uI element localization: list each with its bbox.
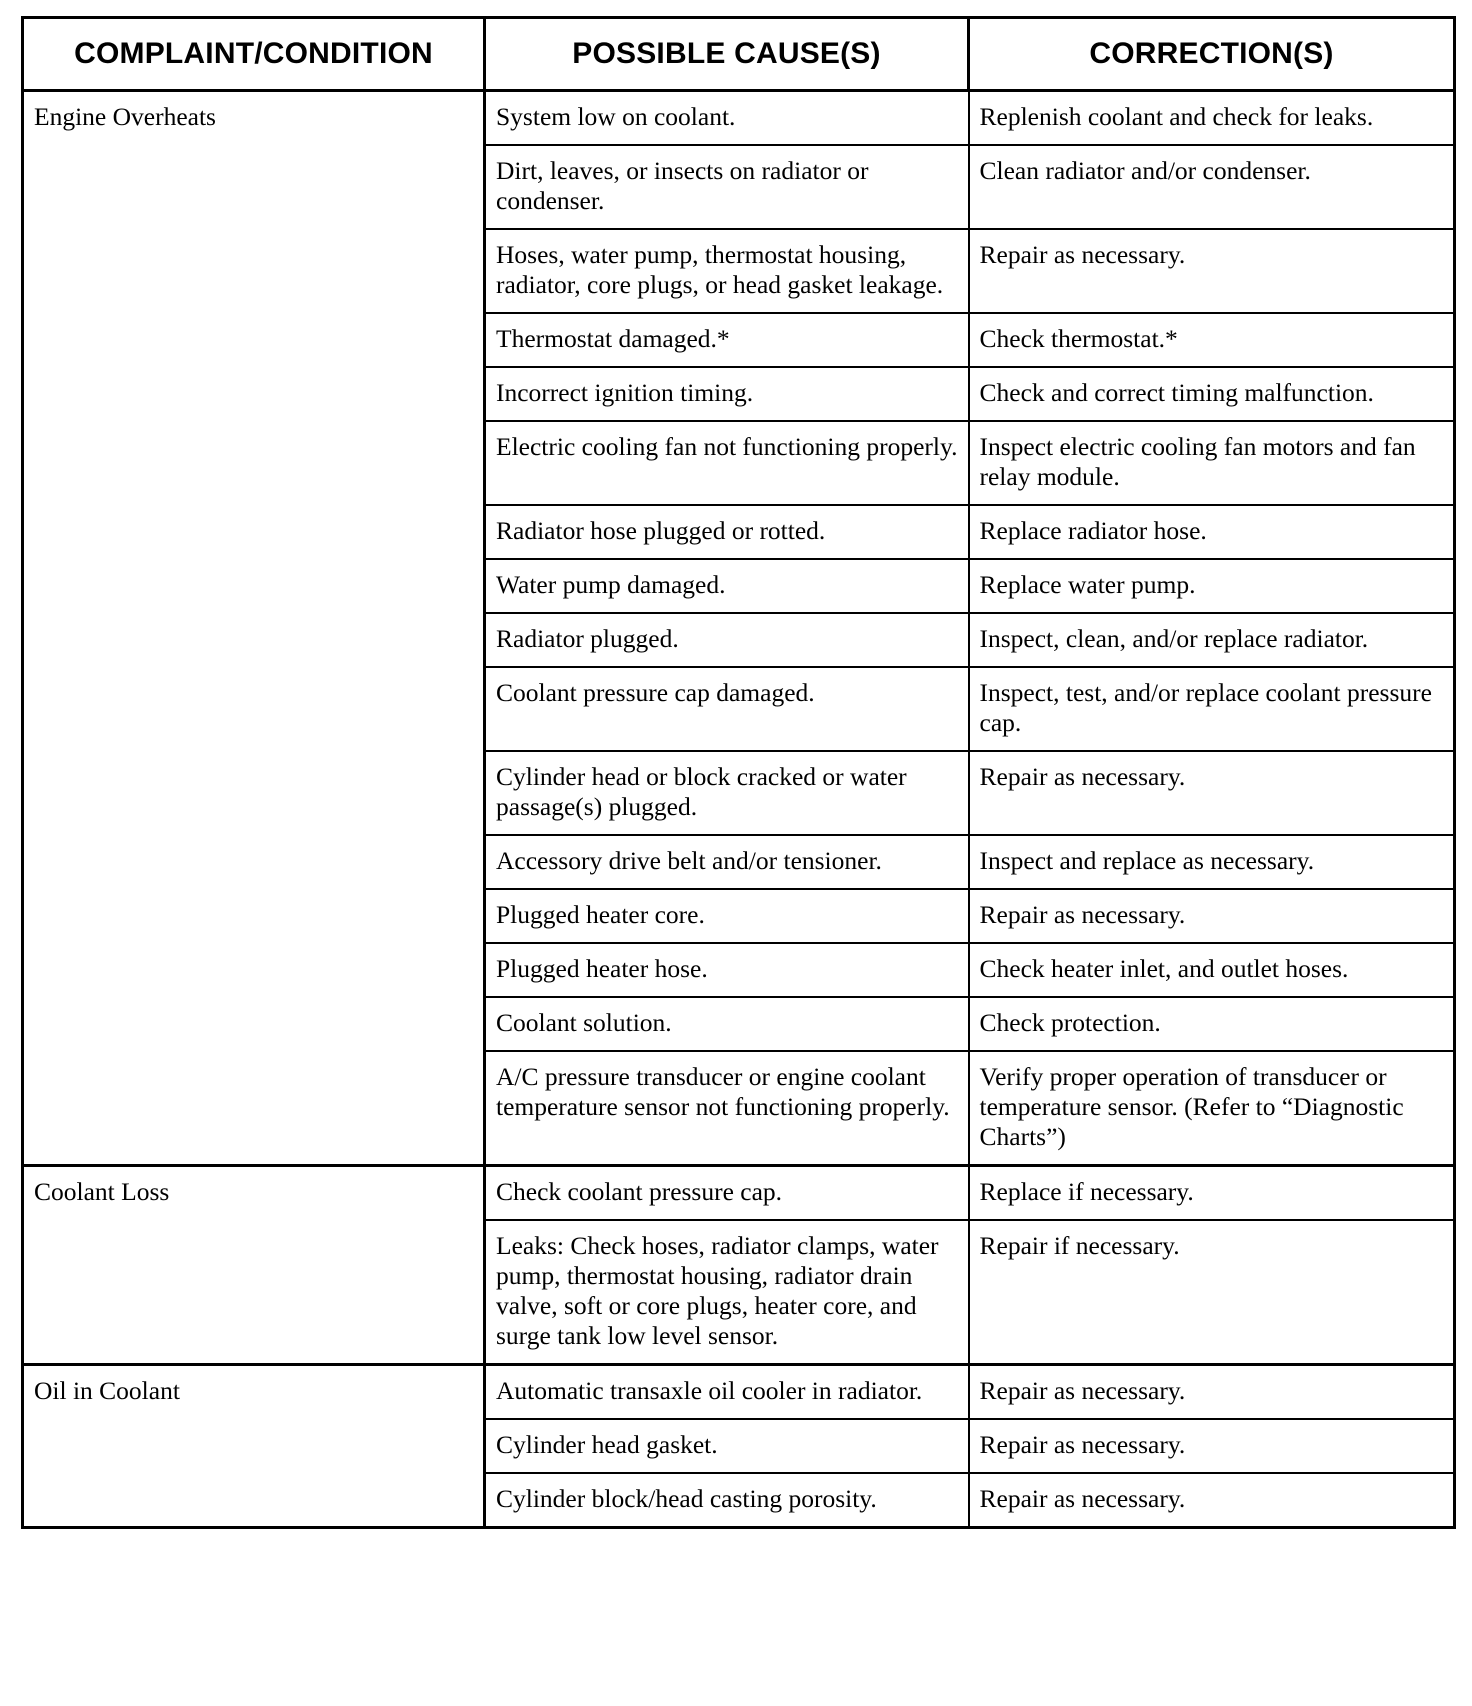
cause-cell: Leaks: Check hoses, radiator clamps, water pump, thermostat housing, radiator drain valve, soft or core plugs, heater core, and surge tank low level sensor. <box>485 1220 969 1365</box>
correction-cell: Inspect, clean, and/or replace radiator. <box>969 613 1455 667</box>
correction-cell: Replace if necessary. <box>969 1166 1455 1221</box>
correction-cell: Clean radiator and/or condenser. <box>969 145 1455 229</box>
table-body <box>23 91 1455 1528</box>
cause-cell: Accessory drive belt and/or tensioner. <box>485 835 969 889</box>
condition-cell: Coolant Loss <box>23 1166 485 1365</box>
correction-cell: Check thermostat.* <box>969 313 1455 367</box>
correction-cell: Inspect, test, and/or replace coolant pressure cap. <box>969 667 1455 751</box>
cause-cell: Incorrect ignition timing. <box>485 367 969 421</box>
correction-cell: Inspect electric cooling fan motors and fan relay module. <box>969 421 1455 505</box>
diagnosis-table <box>21 16 1456 1529</box>
cause-cell: Radiator hose plugged or rotted. <box>485 505 969 559</box>
cause-cell: Cylinder block/head casting porosity. <box>485 1473 969 1528</box>
cause-cell: Automatic transaxle oil cooler in radiator. <box>485 1365 969 1420</box>
condition-cell: Engine Overheats <box>23 91 485 1166</box>
cause-cell: Thermostat damaged.* <box>485 313 969 367</box>
correction-cell: Check heater inlet, and outlet hoses. <box>969 943 1455 997</box>
cause-cell: Hoses, water pump, thermostat housing, radiator, core plugs, or head gasket leakage. <box>485 229 969 313</box>
cause-cell: Cylinder head or block cracked or water passage(s) plugged. <box>485 751 969 835</box>
cause-cell: Coolant solution. <box>485 997 969 1051</box>
correction-cell: Repair as necessary. <box>969 1419 1455 1473</box>
correction-cell: Repair as necessary. <box>969 1365 1455 1420</box>
table-row <box>23 1166 1455 1221</box>
header-complaint-condition: COMPLAINT/CONDITION <box>23 18 485 91</box>
cause-cell: Check coolant pressure cap. <box>485 1166 969 1221</box>
cause-cell: Plugged heater core. <box>485 889 969 943</box>
correction-cell: Replenish coolant and check for leaks. <box>969 91 1455 146</box>
correction-cell: Verify proper operation of transducer or temperature sensor. (Refer to “Diagnostic Charts”) <box>969 1051 1455 1166</box>
table-header <box>23 18 1455 91</box>
correction-cell: Inspect and replace as necessary. <box>969 835 1455 889</box>
header-corrections: CORRECTION(S) <box>969 18 1455 91</box>
cause-cell: System low on coolant. <box>485 91 969 146</box>
cause-cell: Cylinder head gasket. <box>485 1419 969 1473</box>
cause-cell: Coolant pressure cap damaged. <box>485 667 969 751</box>
cause-cell: Plugged heater hose. <box>485 943 969 997</box>
correction-cell: Repair as necessary. <box>969 751 1455 835</box>
troubleshooting-chart <box>21 16 1453 1529</box>
header-possible-causes: POSSIBLE CAUSE(S) <box>485 18 969 91</box>
cause-cell: Radiator plugged. <box>485 613 969 667</box>
correction-cell: Repair if necessary. <box>969 1220 1455 1365</box>
cause-cell: Dirt, leaves, or insects on radiator or condenser. <box>485 145 969 229</box>
cause-cell: Electric cooling fan not functioning properly. <box>485 421 969 505</box>
correction-cell: Replace radiator hose. <box>969 505 1455 559</box>
cause-cell: Water pump damaged. <box>485 559 969 613</box>
header-row <box>23 18 1455 91</box>
correction-cell: Replace water pump. <box>969 559 1455 613</box>
correction-cell: Repair as necessary. <box>969 229 1455 313</box>
cause-cell: A/C pressure transducer or engine coolant temperature sensor not functioning properly. <box>485 1051 969 1166</box>
correction-cell: Check protection. <box>969 997 1455 1051</box>
condition-cell: Oil in Coolant <box>23 1365 485 1528</box>
table-row <box>23 91 1455 146</box>
correction-cell: Check and correct timing malfunction. <box>969 367 1455 421</box>
correction-cell: Repair as necessary. <box>969 889 1455 943</box>
correction-cell: Repair as necessary. <box>969 1473 1455 1528</box>
table-row <box>23 1365 1455 1420</box>
